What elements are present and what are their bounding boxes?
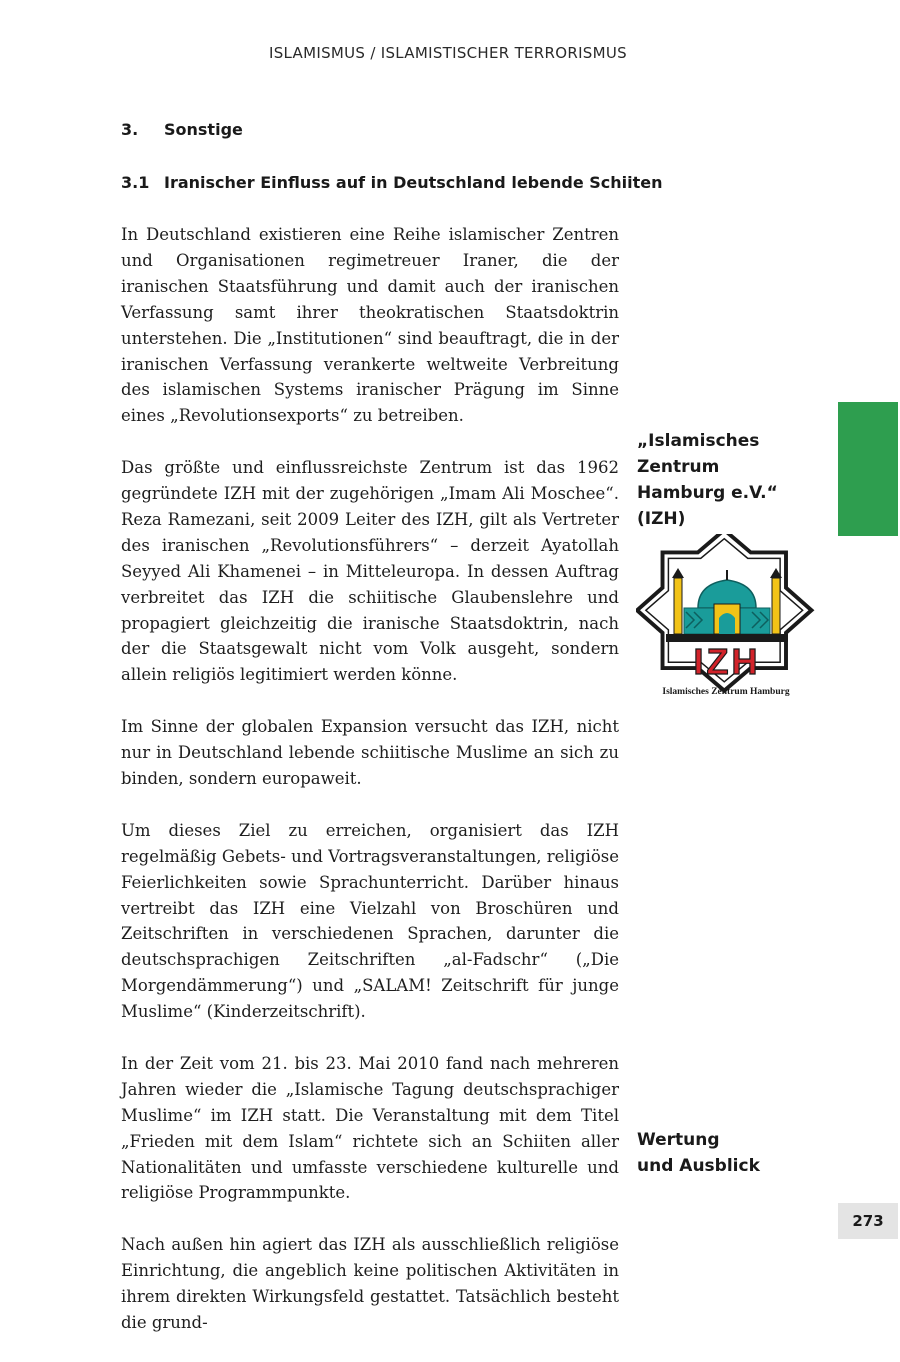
margin-heading-line: Hamburg e.V.“ (IZH) [637,483,778,529]
logo-minaret-right [772,578,780,634]
margin-heading-line: und Ausblick [637,1156,760,1176]
page-number: 273 [838,1203,898,1239]
subsection-heading [121,173,663,192]
paragraph: In der Zeit vom 21. bis 23. Mai 2010 fand nach mehreren Jahren wieder die „Islamische Tagung deutschsprachiger Muslime“ im IZH statt. Die Veranstaltung mit dem Titel „Frieden mit dem Islam“ richtete sich an Schiiten aller Nationalitäten und umfasste verschiedene kulturelle und religiöse Programmpunkte. [121,1053,619,1203]
subsection-number: 3.1 [121,173,150,192]
logo-minaret-left [674,578,682,634]
margin-heading-izh [637,428,827,532]
paragraph: Nach außen hin agiert das IZH als ausschließlich religiöse Einrichtung, die angeblich keine politischen Aktivitäten in ihrem direkten Wirkungsfeld gestattet. Tatsächlich besteht die grund- [121,1235,619,1332]
running-header: ISLAMISMUS / ISLAMISTISCHER TERRORISMUS [269,44,627,62]
paragraph: Um dieses Ziel zu erreichen, organisiert das IZH regelmäßig Gebets- und Vortragsveranstaltungen, religiöse Feierlichkeiten sowie Sprachunterricht. Darüber hinaus vertreibt das IZH eine Vielzahl von Broschüren und Zeitschriften in verschiedenen Sprachen, darunter die deutschsprachigen Zeitschriften „al-Fadschr“ („Die Morgendämmerung“) und „SALAM! Zeitschrift für junge Muslime“ (Kinderzeitschrift). [121,820,619,1022]
margin-heading-line: „Islamisches [637,431,760,451]
logo-caption: Islamisches Zentrum Hamburg [662,687,790,697]
paragraph: In Deutschland existieren eine Reihe islamischer Zentren und Organisationen regimetreuer Iraner, die der iranischen Staatsführung und damit auch der iranischen Verfassung samt ihrer theokratischen Staatsdoktrin unterstehen. Die „Institutionen“ sind beauftragt, die in der iranischen Verfassung verankerte weltweite Verbreitung des islamischen Systems iranischer Prägung im Sinne eines „Revolutionsexports“ zu betreiben. [121,225,619,426]
margin-heading-assessment [637,1127,797,1179]
paragraph: Im Sinne der globalen Expansion versucht das IZH, nicht nur in Deutschland lebende schiitische Muslime an sich zu binden, sondern europaweit. [121,717,619,788]
izh-logo [636,534,816,700]
margin-heading-line: Zentrum [637,457,720,477]
logo-letters: IZH [693,641,761,682]
section-number: 3. [121,120,139,139]
body-text [121,222,619,1362]
section-title: Sonstige [164,120,243,139]
section-heading [121,120,243,139]
subsection-title: Iranischer Einfluss auf in Deutschland lebende Schiiten [164,173,663,192]
margin-heading-line: Wertung [637,1130,720,1150]
paragraph: Das größte und einflussreichste Zentrum ist das 1962 gegründete IZH mit der zugehörigen „Imam Ali Moschee“. Reza Ramezani, seit 2009 Leiter des IZH, gilt als Vertreter des iranischen „Revolutionsführers“ – derzeit Ayatollah Seyyed Ali Khamenei – in Mitteleuropa. In dessen Auftrag verbreitet das IZH die schiitische Glaubenslehre und propagiert gleichzeitig die iranische Staatsdoktrin, nach der die Staatsgewalt nicht vom Volk ausgeht, sondern allein religiös legitimiert werden könne. [121,458,619,685]
chapter-tab [838,402,898,536]
logo-arch [719,613,735,634]
